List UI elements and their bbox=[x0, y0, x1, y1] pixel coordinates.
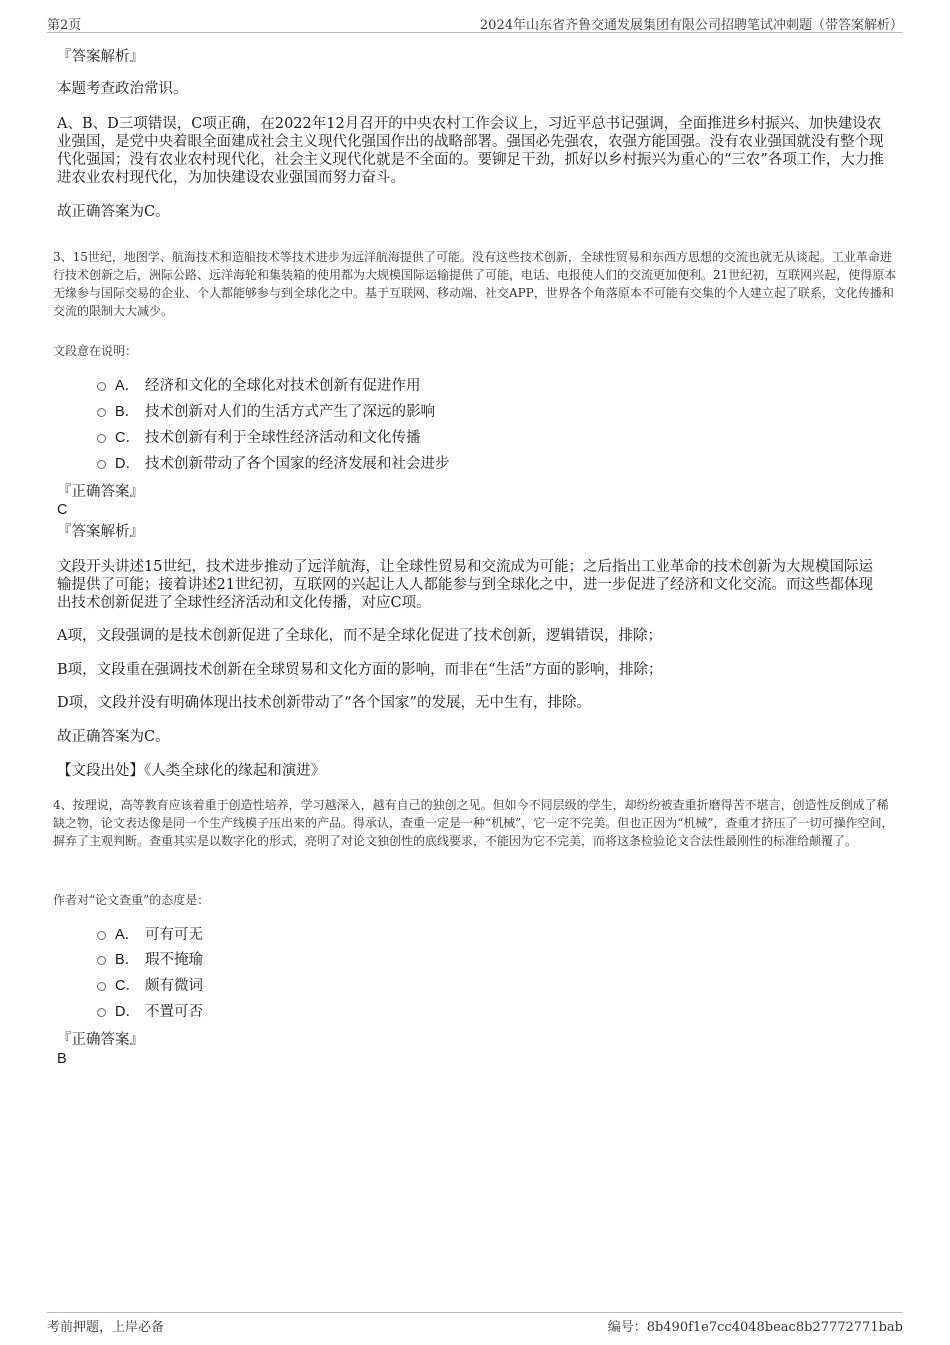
option-text: 经济和文化的全球化对技术创新有促进作用 bbox=[145, 378, 421, 394]
document-title: 2024年山东省齐鲁交通发展集团有限公司招聘笔试冲刺题（带答案解析） bbox=[479, 18, 903, 33]
option-b[interactable] bbox=[97, 951, 203, 969]
analysis-paragraph: A、B、D三项错误，C项正确，在2022年12月召开的中央农村工作会议上，习近平总书记强调，全面推进乡村振兴、加快建设农业强国，是党中央着眼全面建成社会主义现代化强国作出的战略部署。强国必先强农，农强方能国强。没有农业强国就没有整个现代化强国；没有农业农村现代化，社会主义现代化就是不全面的。要铆足干劲，抓好以乡村振兴为重心的“三农”各项工作，大力推进农业农村现代化，为加快建设农业强国而努力奋斗。 bbox=[57, 116, 884, 186]
option-b[interactable] bbox=[97, 403, 435, 421]
radio-button[interactable] bbox=[97, 956, 106, 965]
page-header bbox=[47, 12, 903, 33]
analysis-paragraph: 本题考查政治常识。 bbox=[57, 81, 188, 97]
option-letter: A． bbox=[115, 378, 140, 394]
document-id: 编号：8b490f1e7cc4048beac8b27772771bab bbox=[607, 1320, 903, 1335]
radio-button[interactable] bbox=[97, 434, 106, 443]
option-text: 瑕不掩瑜 bbox=[145, 952, 203, 968]
correct-answer: B bbox=[57, 1051, 67, 1067]
option-d[interactable] bbox=[97, 1003, 203, 1021]
analysis-conclusion: 故正确答案为C。 bbox=[57, 204, 170, 220]
option-text: 颇有微词 bbox=[145, 978, 203, 994]
footer-slogan: 考前押题，上岸必备 bbox=[47, 1320, 165, 1335]
option-letter: D． bbox=[115, 456, 140, 472]
radio-button[interactable] bbox=[97, 982, 106, 991]
option-a[interactable] bbox=[97, 926, 203, 944]
radio-button[interactable] bbox=[97, 408, 106, 417]
question-stem: 4、按理说，高等教育应该着重于创造性培养，学习越深入，越有自己的独创之见。但如今不同层级的学生，却纷纷被查重折磨得苦不堪言，创造性反倒成了稀缺之物，论文表达像是同一个生产线模子压出来的产品。得承认，查重一定是一种“机械”，它一定不完美。但也正因为“机械”，查重才挤压了一切可操作空间，摒弃了主观判断。查重其实是以数字化的形式，亮明了对论文独创性的底线要求，不能因为它不完美，而将这条检验论文合法性最刚性的标准给颠覆了。 bbox=[53, 798, 894, 848]
option-c[interactable] bbox=[97, 977, 203, 995]
analysis-conclusion: 故正确答案为C。 bbox=[57, 729, 170, 745]
option-c[interactable] bbox=[97, 429, 421, 447]
option-text: 不置可否 bbox=[145, 1004, 203, 1020]
analysis-label: 『答案解析』 bbox=[57, 49, 144, 65]
question-prompt: 作者对“论文查重”的态度是： bbox=[53, 893, 210, 907]
option-text: 技术创新有利于全球性经济活动和文化传播 bbox=[145, 430, 421, 446]
page-number: 第2页 bbox=[47, 18, 82, 33]
analysis-paragraph: D项，文段并没有明确体现出技术创新带动了“各个国家”的发展，无中生有，排除。 bbox=[57, 695, 591, 711]
option-text: 技术创新对人们的生活方式产生了深远的影响 bbox=[145, 404, 435, 420]
option-letter: B． bbox=[115, 404, 140, 420]
passage-source: 【文段出处】《人类全球化的缘起和演进》 bbox=[57, 763, 326, 779]
page-footer bbox=[47, 1312, 903, 1335]
radio-button[interactable] bbox=[97, 1008, 106, 1017]
answer-label: 『正确答案』 bbox=[57, 1032, 144, 1048]
option-a[interactable] bbox=[97, 377, 421, 395]
radio-button[interactable] bbox=[97, 382, 106, 391]
answer-label: 『正确答案』 bbox=[57, 484, 144, 500]
question-prompt: 文段意在说明： bbox=[53, 344, 138, 358]
option-letter: C． bbox=[115, 430, 140, 446]
analysis-label: 『答案解析』 bbox=[57, 524, 144, 540]
option-text: 可有可无 bbox=[145, 927, 203, 943]
analysis-paragraph: 文段开头讲述15世纪，技术进步推动了远洋航海，让全球性贸易和交流成为可能；之后指出工业革命的技术创新为大规模国际运输提供了可能；接着讲述21世纪初，互联网的兴起让人人都能参与到全球化之中，进一步促进了经济和文化交流。而这些都体现出技术创新促进了全球性经济活动和文化传播，对应C项。 bbox=[57, 559, 873, 611]
question-stem: 3、15世纪，地图学、航海技术和造船技术等技术进步为远洋航海提供了可能。没有这些技术创新，全球性贸易和东西方思想的交流也就无从谈起。工业革命进行技术创新之后，洲际公路、远洋海轮和集装箱的使用都为大规模国际运输提供了可能，电话、电报使人们的交流更加便利。21世纪初，互联网兴起，使得原本无缘参与国际交易的企业、个人都能够参与到全球化之中。基于互联网、移动端、社交APP，世界各个角落原本不可能有交集的个人建立起了联系，文化传播和交流的限制大大减少。 bbox=[53, 250, 897, 318]
analysis-paragraph: A项，文段强调的是技术创新促进了全球化，而不是全球化促进了技术创新，逻辑错误，排除； bbox=[57, 628, 662, 644]
option-letter: A． bbox=[115, 927, 140, 943]
option-d[interactable] bbox=[97, 455, 450, 473]
option-letter: D． bbox=[115, 1004, 140, 1020]
option-text: 技术创新带动了各个国家的经济发展和社会进步 bbox=[145, 456, 450, 472]
option-letter: B． bbox=[115, 952, 140, 968]
radio-button[interactable] bbox=[97, 931, 106, 940]
option-letter: C． bbox=[115, 978, 140, 994]
correct-answer: C bbox=[57, 502, 68, 518]
radio-button[interactable] bbox=[97, 460, 106, 469]
analysis-paragraph: B项，文段重在强调技术创新在全球贸易和文化方面的影响，而非在“生活”方面的影响，排除； bbox=[57, 662, 663, 678]
